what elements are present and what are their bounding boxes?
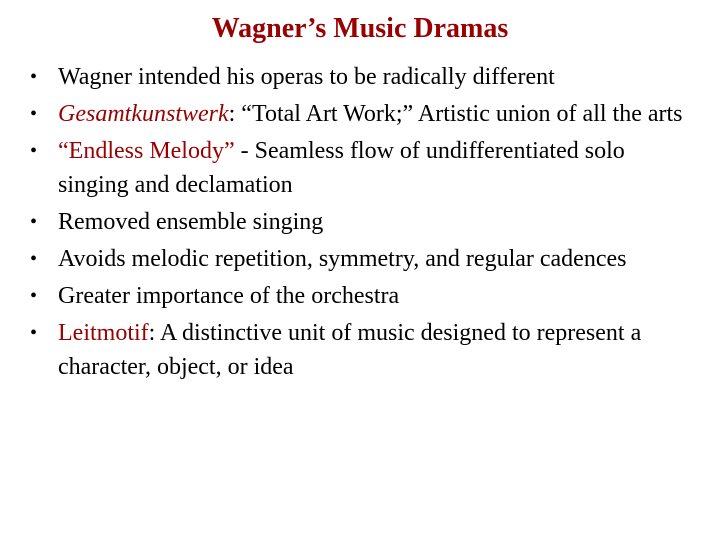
bullet-term: “Endless Melody” (58, 138, 235, 164)
bullet-term: Leitmotif (58, 320, 149, 346)
bullet-text: - Seamless flow of undifferentiated solo singing and declamation (58, 138, 625, 198)
bullet-text: Removed ensemble singing (58, 209, 324, 235)
bullet-dot-icon: • (30, 285, 38, 307)
bullet-text: Wagner intended his operas to be radically different (58, 64, 555, 90)
bullet-dot-icon: • (30, 140, 38, 162)
bullet-term: Gesamtkunstwerk (58, 101, 229, 127)
bullet-dot-icon: • (30, 322, 38, 344)
bullet-text: Avoids melodic repetition, symmetry, and regular cadences (58, 246, 627, 272)
bullet-list (30, 60, 690, 387)
bullet-item-orchestra (30, 279, 690, 313)
slide-title: Wagner’s Music Dramas (211, 13, 509, 44)
bullet-dot-icon: • (30, 103, 38, 125)
bullet-item-repetition (30, 242, 690, 276)
bullet-item-leitmotif (30, 316, 690, 384)
bullet-text: : “Total Art Work;” Artistic union of all the arts (228, 101, 683, 127)
bullet-text: Greater importance of the orchestra (58, 283, 400, 309)
bullet-text: : A distinctive unit of music designed to represent a character, object, or idea (58, 320, 642, 380)
bullet-dot-icon: • (30, 248, 38, 270)
bullet-item-ensemble (30, 205, 690, 239)
bullet-item-endless-melody (30, 134, 690, 202)
bullet-dot-icon: • (30, 66, 38, 88)
bullet-item-gesamtkunstwerk (30, 97, 690, 131)
bullet-dot-icon: • (30, 211, 38, 233)
bullet-item-intended (30, 60, 690, 94)
